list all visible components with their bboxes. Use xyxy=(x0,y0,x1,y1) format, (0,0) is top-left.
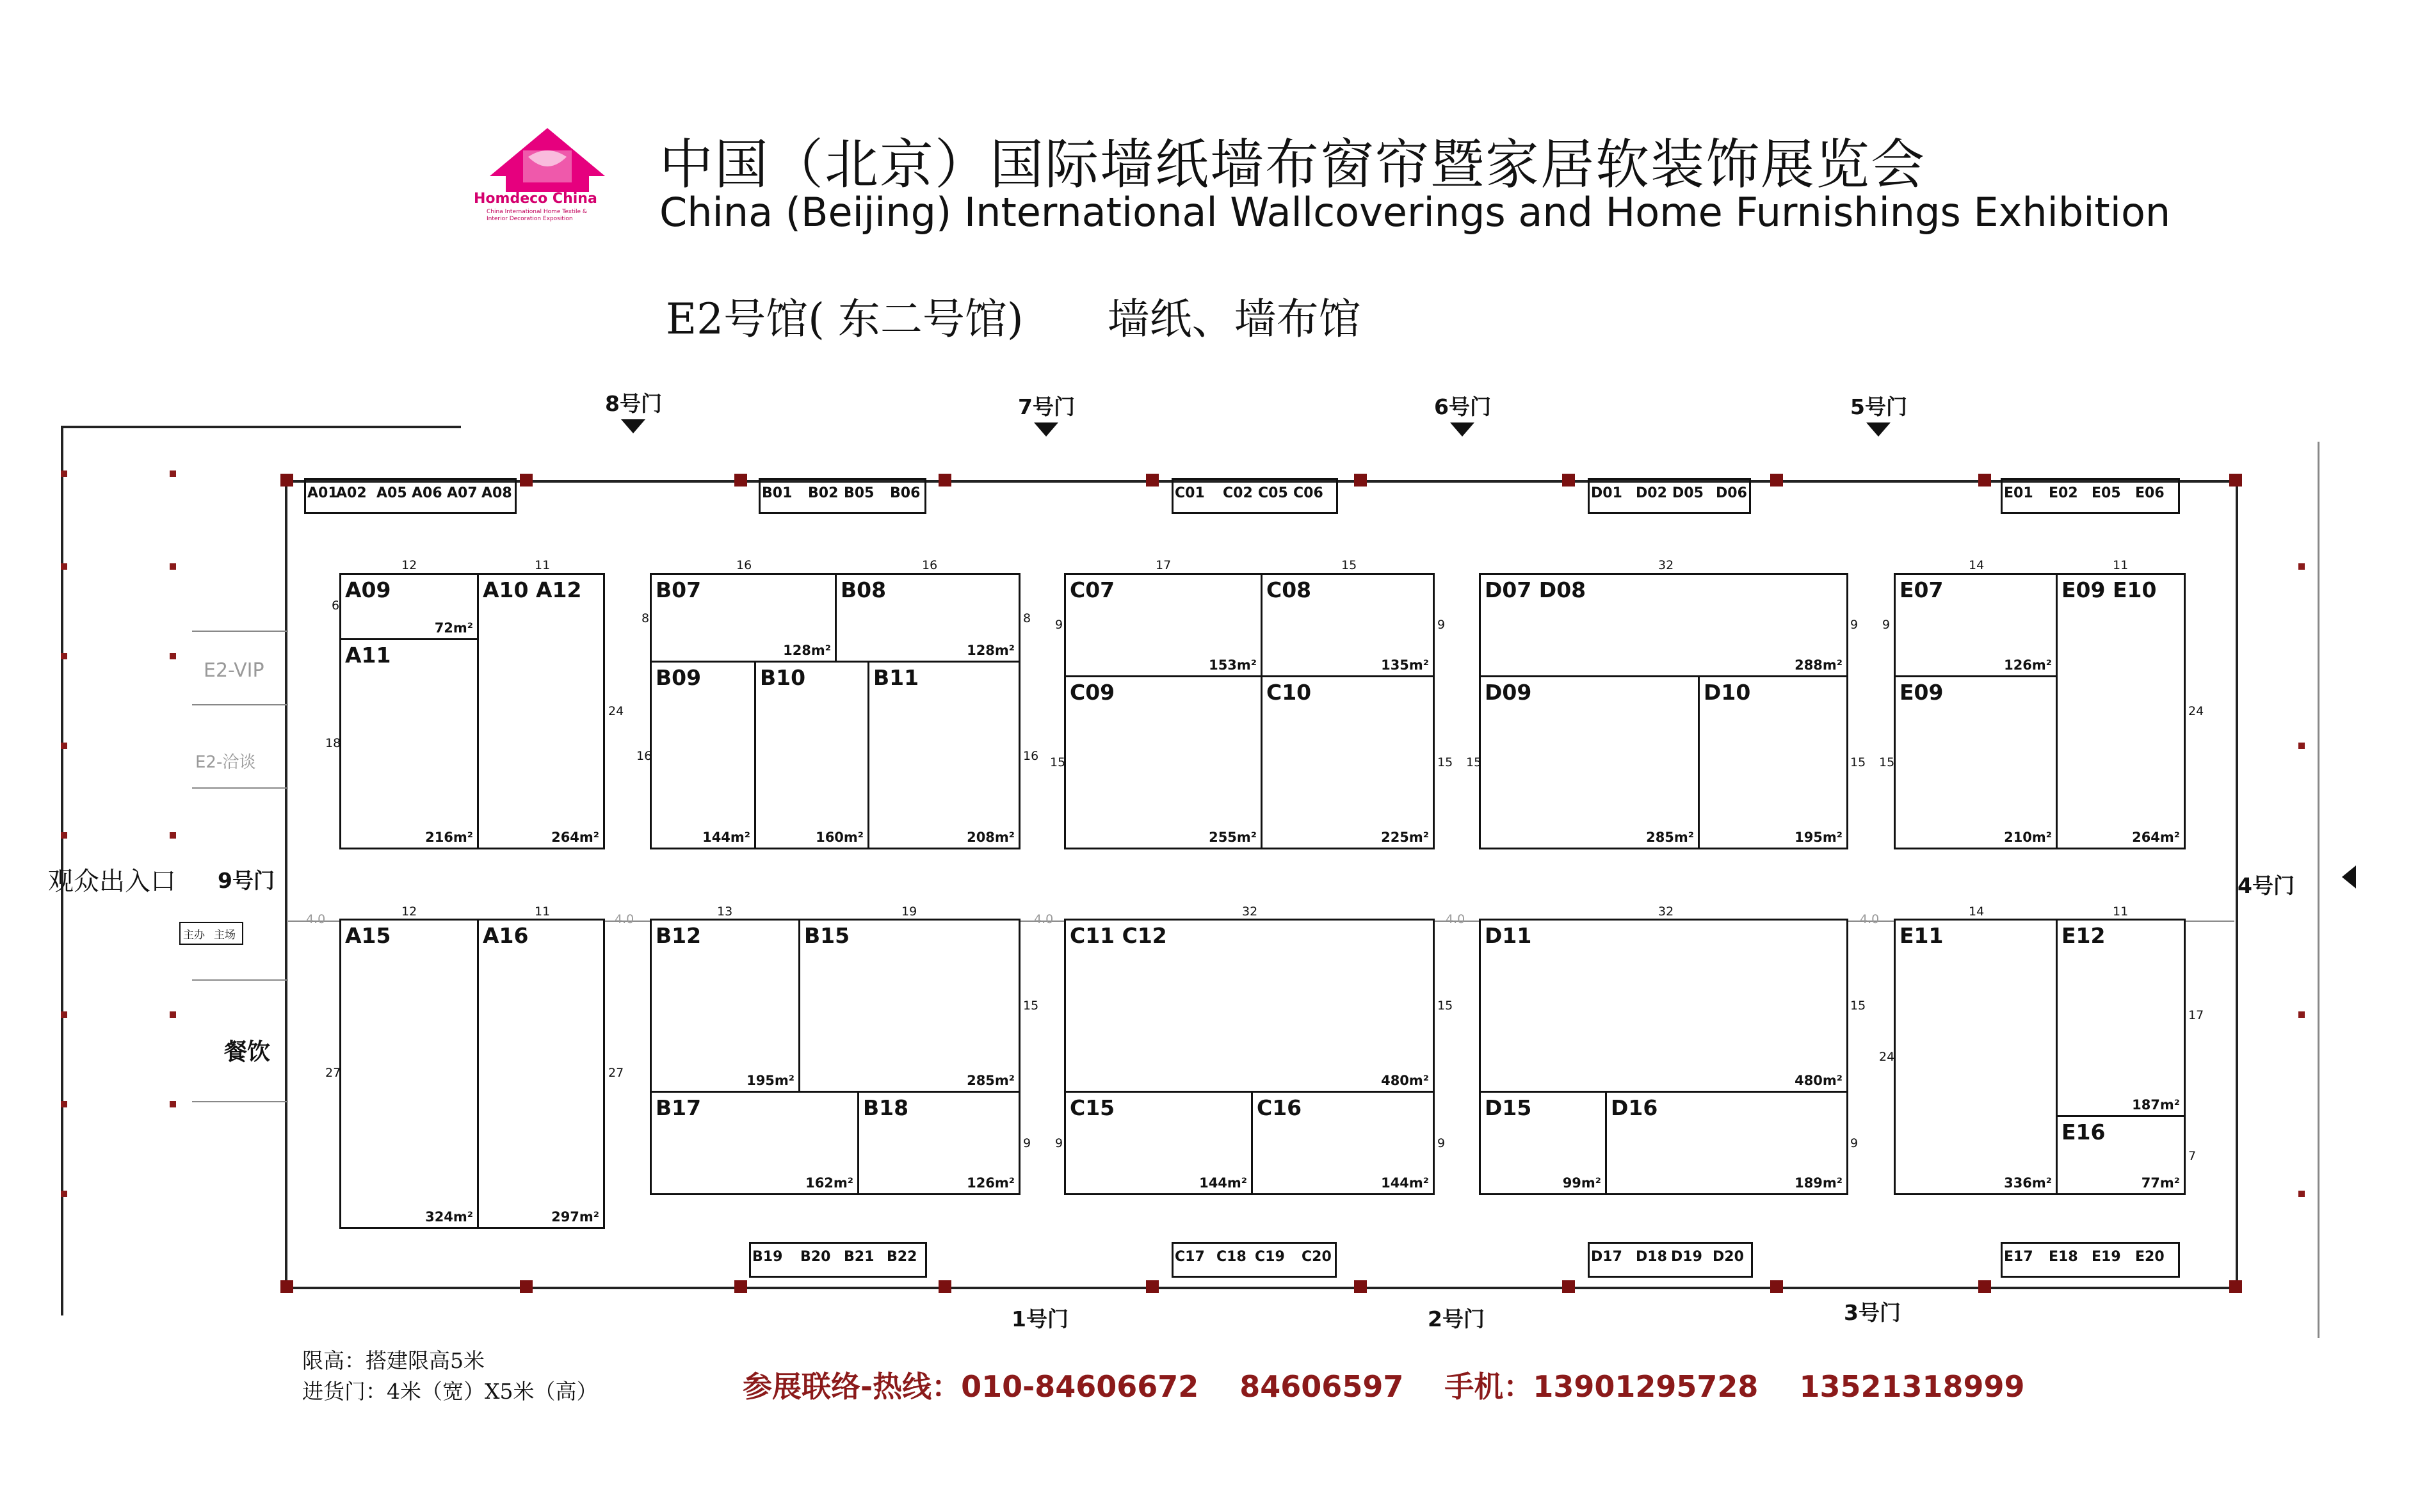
pillar-dot xyxy=(2298,1191,2305,1197)
dim-label: 12 xyxy=(401,558,417,572)
dim-label: 15 xyxy=(1437,999,1453,1013)
column xyxy=(939,474,951,487)
booth-A09[interactable]: A09 72m² xyxy=(339,573,479,640)
pillar-dot xyxy=(61,1191,67,1197)
pillar-dot xyxy=(170,1011,176,1018)
pillar-dot xyxy=(61,1011,67,1018)
dim-label: 9 xyxy=(1850,1136,1859,1150)
column xyxy=(1562,474,1575,487)
dim-label: 16 xyxy=(922,558,938,572)
column xyxy=(280,1280,293,1293)
door-4-arrow xyxy=(2342,865,2356,889)
pillar-dot xyxy=(170,1101,176,1107)
aisle-width: 4.0 xyxy=(615,912,634,926)
booth-B20[interactable]: B20 xyxy=(800,1249,831,1265)
booth-D11[interactable]: D11 480m² xyxy=(1479,919,1848,1093)
booth-E09[interactable]: E09 210m² xyxy=(1894,675,2058,849)
mobile-2: 13521318999 xyxy=(1799,1369,2025,1404)
audience-entrance: 观众出入口 xyxy=(48,867,176,896)
booth-E17[interactable]: E17 xyxy=(2004,1249,2033,1265)
booth-E06[interactable]: E06 xyxy=(2135,485,2165,501)
dim-label: 15 xyxy=(1466,755,1482,769)
booth-A02[interactable]: A02 xyxy=(336,485,367,501)
hall-wall-left xyxy=(285,480,287,1288)
booth-D20[interactable]: D20 xyxy=(1713,1249,1744,1265)
dim-label: 9 xyxy=(1882,618,1891,632)
booth-B06[interactable]: B06 xyxy=(890,485,921,501)
dim-label: 17 xyxy=(1156,558,1172,572)
dim-label: 12 xyxy=(401,905,417,919)
booth-A15[interactable]: A15 324m² xyxy=(339,919,479,1229)
booth-E02[interactable]: E02 xyxy=(2049,485,2078,501)
dim-label: 14 xyxy=(1969,905,1985,919)
mobile: 手机：13901295728 xyxy=(1444,1369,1759,1404)
booth-C07[interactable]: C07 153m² xyxy=(1064,573,1262,677)
outer-wall-right xyxy=(2318,442,2319,1338)
door-8-label: 8号门 xyxy=(605,391,662,416)
pillar-dot xyxy=(61,1101,67,1107)
booth-D17[interactable]: D17 xyxy=(1591,1249,1622,1265)
booth-B09[interactable]: B09 144m² xyxy=(650,661,756,849)
column xyxy=(2229,1280,2242,1293)
dim-label: 11 xyxy=(535,558,551,572)
column xyxy=(1562,1280,1575,1293)
dim-label: 8 xyxy=(641,611,650,625)
booth-C18[interactable]: C18 xyxy=(1216,1249,1246,1265)
dim-label: 9 xyxy=(1437,618,1446,632)
hotline-2: 84606597 xyxy=(1239,1369,1404,1404)
booth-B17[interactable]: B17 162m² xyxy=(650,1091,859,1195)
booth-A01[interactable]: A01 xyxy=(307,485,338,501)
dim-label: 15 xyxy=(1023,999,1039,1013)
column xyxy=(2229,474,2242,487)
booth-E20[interactable]: E20 xyxy=(2135,1249,2165,1265)
booth-B21[interactable]: B21 xyxy=(844,1249,875,1265)
booth-B10[interactable]: B10 160m² xyxy=(754,661,869,849)
pillar-dot xyxy=(170,563,176,570)
dim-label: 27 xyxy=(608,1066,624,1080)
dim-label: 11 xyxy=(535,905,551,919)
pillar-dot xyxy=(2298,1011,2305,1018)
column xyxy=(939,1280,951,1293)
dining-area: 餐饮 xyxy=(224,1039,271,1065)
pillar-dot xyxy=(170,653,176,659)
booth-C16[interactable]: C16 144m² xyxy=(1251,1091,1435,1195)
booth-D18[interactable]: D18 xyxy=(1636,1249,1667,1265)
dim-label: 15 xyxy=(1437,755,1453,769)
pillar-dot xyxy=(61,653,67,659)
dim-label: 11 xyxy=(2113,558,2129,572)
booth-C05[interactable]: C05 xyxy=(1258,485,1288,501)
booth-C09[interactable]: C09 255m² xyxy=(1064,675,1262,849)
pillar-dot xyxy=(61,832,67,839)
door-9-label: 9号门 xyxy=(218,868,275,893)
door-5-label: 5号门 xyxy=(1850,394,1907,419)
booth-B19[interactable]: B19 xyxy=(752,1249,783,1265)
column xyxy=(1354,474,1367,487)
booth-D10[interactable]: D10 195m² xyxy=(1698,675,1848,849)
loading-door-note: 进货门：4米（宽）X5米（高） xyxy=(302,1379,598,1404)
booth-E09-E10[interactable]: E09 E10 264m² xyxy=(2056,573,2186,849)
dim-label: 11 xyxy=(2113,905,2129,919)
aisle-width: 4.0 xyxy=(1446,912,1465,926)
dim-label: 9 xyxy=(1055,618,1063,632)
booth-C20[interactable]: C20 xyxy=(1302,1249,1332,1265)
column xyxy=(1770,1280,1783,1293)
door-4-label: 4号门 xyxy=(2238,873,2295,898)
vip-room: E2-VIP xyxy=(204,659,264,682)
booth-C15[interactable]: C15 144m² xyxy=(1064,1091,1253,1195)
door-5-arrow xyxy=(1866,422,1891,437)
booth-C06[interactable]: C06 xyxy=(1293,485,1323,501)
aisle-width: 4.0 xyxy=(1034,912,1054,926)
booth-B12[interactable]: B12 195m² xyxy=(650,919,800,1093)
aisle-width: 4.0 xyxy=(306,912,326,926)
booth-C02[interactable]: C02 xyxy=(1223,485,1253,501)
booth-A07[interactable]: A07 xyxy=(447,485,478,501)
pillar-dot xyxy=(61,470,67,477)
booth-E07[interactable]: E07 126m² xyxy=(1894,573,2058,677)
aisle-width: 4.0 xyxy=(1860,912,1880,926)
column xyxy=(1770,474,1783,487)
room-wall xyxy=(192,704,288,705)
dim-label: 15 xyxy=(1341,558,1357,572)
door-1-label: 1号门 xyxy=(1012,1307,1069,1331)
booth-D09[interactable]: D09 285m² xyxy=(1479,675,1700,849)
column xyxy=(1146,1280,1159,1293)
booth-D16[interactable]: D16 189m² xyxy=(1605,1091,1848,1195)
dim-label: 32 xyxy=(1658,905,1674,919)
pillar-dot xyxy=(61,563,67,570)
column xyxy=(1354,1280,1367,1293)
pillar-dot xyxy=(170,832,176,839)
column xyxy=(1978,474,1991,487)
column xyxy=(520,1280,533,1293)
room-wall xyxy=(192,631,288,632)
pillar-dot xyxy=(2298,563,2305,570)
booth-B15[interactable]: B15 285m² xyxy=(798,919,1020,1093)
booth-A06[interactable]: A06 xyxy=(412,485,442,501)
booth-E01[interactable]: E01 xyxy=(2004,485,2033,501)
outer-wall-bottom xyxy=(285,1287,2238,1289)
logo-subtitle: China International Home Textile & Interior Decoration Exposition xyxy=(487,209,587,222)
dim-label: 24 xyxy=(1879,1050,1895,1064)
room-wall xyxy=(192,1101,288,1102)
booth-A10-A12[interactable]: A10 A12 264m² xyxy=(477,573,605,849)
dim-label: 24 xyxy=(2188,704,2204,718)
dim-label: 13 xyxy=(717,905,733,919)
booth-B05[interactable]: B05 xyxy=(844,485,875,501)
dim-label: 9 xyxy=(1437,1136,1446,1150)
door-7-arrow xyxy=(1034,422,1058,437)
hall-heading xyxy=(666,285,1432,346)
hall-name: E2号馆( 东二号馆) xyxy=(666,294,1024,344)
column xyxy=(734,474,747,487)
host-office: 主办 主场 xyxy=(179,922,243,945)
door-2-label: 2号门 xyxy=(1428,1307,1485,1331)
dim-label: 15 xyxy=(1879,755,1895,769)
pillar-dot xyxy=(2298,743,2305,749)
booth-D07-D08[interactable]: D07 D08 288m² xyxy=(1479,573,1848,677)
booth-D01[interactable]: D01 xyxy=(1591,485,1622,501)
dim-label: 16 xyxy=(636,749,652,763)
dim-label: 27 xyxy=(325,1066,341,1080)
booth-C01[interactable]: C01 xyxy=(1175,485,1205,501)
booth-D06[interactable]: D06 xyxy=(1716,485,1747,501)
dim-label: 32 xyxy=(1658,558,1674,572)
dim-label: 17 xyxy=(2188,1008,2204,1022)
dim-label: 16 xyxy=(1023,749,1039,763)
logo-text: Homdeco China xyxy=(474,191,597,207)
booth-B01[interactable]: B01 xyxy=(762,485,793,501)
booth-A08[interactable]: A08 xyxy=(481,485,512,501)
hotline: 参展联络-热线：010-84606672 xyxy=(743,1369,1199,1404)
dim-label: 15 xyxy=(1850,999,1866,1013)
booth-C08[interactable]: C08 135m² xyxy=(1261,573,1435,677)
dim-label: 16 xyxy=(736,558,752,572)
hall-theme: 墙纸、墙布馆 xyxy=(1107,294,1361,344)
dim-label: 24 xyxy=(608,704,624,718)
dim-label: 15 xyxy=(1850,755,1866,769)
contact-line xyxy=(743,1363,2056,1406)
outer-wall-top-left xyxy=(61,426,461,428)
height-limit-note: 限高：搭建限高5米 xyxy=(302,1348,485,1373)
booth-D02[interactable]: D02 xyxy=(1636,485,1667,501)
title-english: China (Beijing) International Wallcoverings and Home Furnishings Exhibition xyxy=(659,189,2171,236)
dim-label: 6 xyxy=(332,599,340,613)
booth-B02[interactable]: B02 xyxy=(808,485,839,501)
booth-E05[interactable]: E05 xyxy=(2092,485,2121,501)
door-7-label: 7号门 xyxy=(1018,394,1075,419)
booth-D05[interactable]: D05 xyxy=(1672,485,1704,501)
booth-E11[interactable]: E11 336m² xyxy=(1894,919,2058,1195)
booth-D15[interactable]: D15 99m² xyxy=(1479,1091,1607,1195)
booth-A11[interactable]: A11 216m² xyxy=(339,638,479,849)
room-wall xyxy=(192,787,288,789)
booth-B18[interactable]: B18 126m² xyxy=(857,1091,1020,1195)
booth-A16[interactable]: A16 297m² xyxy=(477,919,605,1229)
booth-A05[interactable]: A05 xyxy=(376,485,407,501)
dim-label: 14 xyxy=(1969,558,1985,572)
booth-C10[interactable]: C10 225m² xyxy=(1261,675,1435,849)
door-8-arrow xyxy=(621,419,645,433)
dim-label: 15 xyxy=(1050,755,1066,769)
column xyxy=(734,1280,747,1293)
booth-E12[interactable]: E12 187m² xyxy=(2056,919,2186,1117)
booth-C11-C12[interactable]: C11 C12 480m² xyxy=(1064,919,1435,1093)
dim-label: 19 xyxy=(901,905,917,919)
booth-B08[interactable]: B08 128m² xyxy=(835,573,1020,663)
booth-E16[interactable]: E16 77m² xyxy=(2056,1115,2186,1195)
booth-B11[interactable]: B11 208m² xyxy=(867,661,1020,849)
column xyxy=(280,474,293,487)
dim-label: 32 xyxy=(1242,905,1258,919)
pillar-dot xyxy=(170,470,176,477)
title-chinese: 中国（北京）国际墙纸墙布窗帘暨家居软装饰展览会 xyxy=(659,133,1926,196)
column xyxy=(1978,1280,1991,1293)
room-wall xyxy=(192,979,288,981)
pillar-dot xyxy=(61,743,67,749)
booth-C17[interactable]: C17 xyxy=(1175,1249,1205,1265)
booth-B22[interactable]: B22 xyxy=(887,1249,917,1265)
dim-label: 7 xyxy=(2188,1149,2197,1163)
booth-E19[interactable]: E19 xyxy=(2092,1249,2121,1265)
booth-C19[interactable]: C19 xyxy=(1255,1249,1285,1265)
dim-label: 9 xyxy=(1023,1136,1031,1150)
dim-label: 9 xyxy=(1055,1136,1063,1150)
booth-B07[interactable]: B07 128m² xyxy=(650,573,837,663)
booth-D19[interactable]: D19 xyxy=(1671,1249,1702,1265)
dim-label: 18 xyxy=(325,736,341,750)
dim-label: 8 xyxy=(1023,611,1031,625)
door-6-arrow xyxy=(1450,422,1474,437)
column xyxy=(520,474,533,487)
negotiation-room: E2-洽谈 xyxy=(195,753,256,772)
dim-label: 9 xyxy=(1850,618,1859,632)
booth-E18[interactable]: E18 xyxy=(2049,1249,2078,1265)
column xyxy=(1146,474,1159,487)
door-6-label: 6号门 xyxy=(1434,394,1491,419)
door-3-label: 3号门 xyxy=(1844,1300,1901,1325)
